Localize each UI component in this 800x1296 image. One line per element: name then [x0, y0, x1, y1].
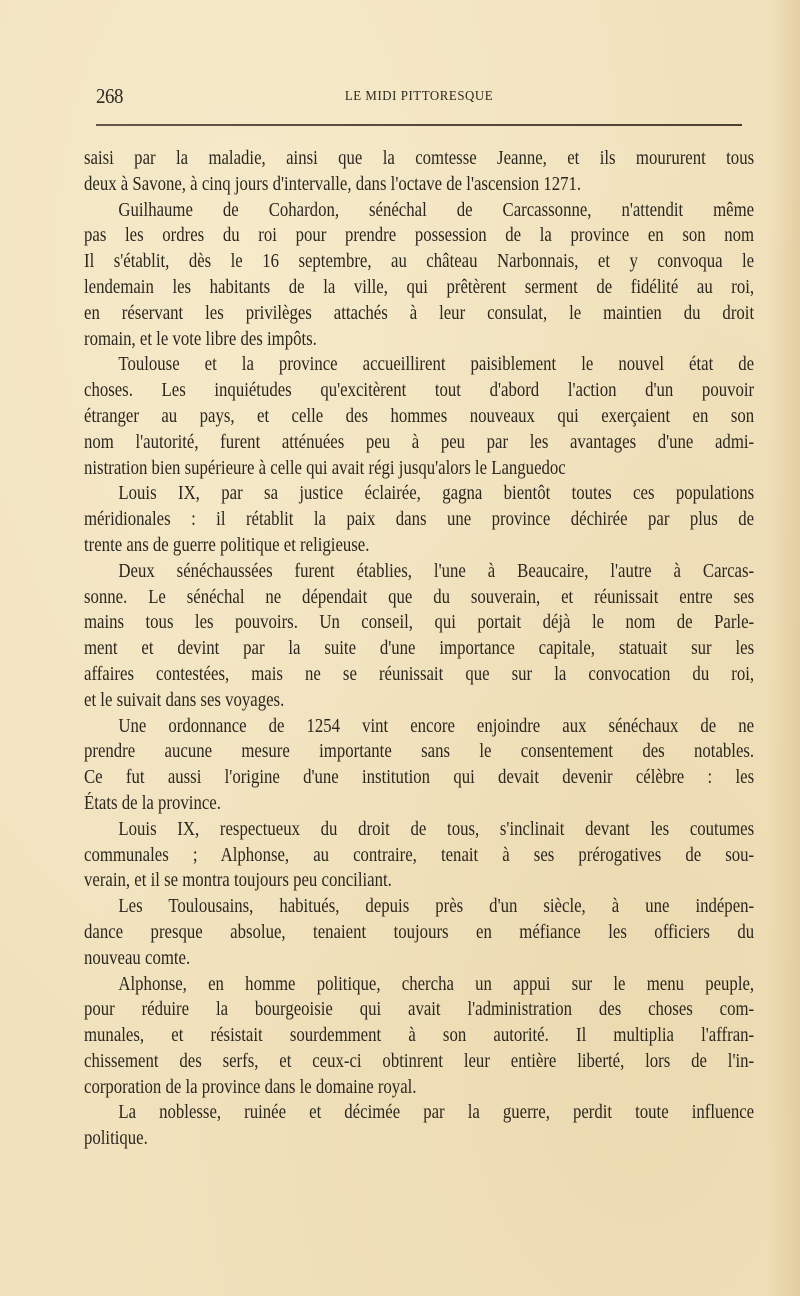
paragraph — [84, 146, 754, 198]
text-line: prendre aucune mesure importante sans le consentement des notables. — [84, 741, 755, 763]
text-line: pour réduire la bourgeoisie qui avait l'administration des choses com- — [84, 999, 755, 1021]
text-line: nom l'autorité, furent atténuées peu à peu par les avantages d'une admi- — [84, 431, 755, 453]
text-line: Les Toulousains, habitués, depuis près d'un siècle, à une indépen- — [118, 896, 755, 918]
text-line: Une ordonnance de 1254 vint encore enjoindre aux sénéchaux de ne — [118, 715, 755, 737]
text-line: saisi par la maladie, ainsi que la comtesse Jeanne, et ils moururent tous — [84, 148, 755, 169]
page-number: 268 — [96, 84, 123, 108]
text-line: lendemain les habitants de la ville, qui prêtèrent serment de fidélité au roi, — [84, 276, 755, 298]
text-line: choses. Les inquiétudes qu'excitèrent tout d'abord l'action d'un pouvoir — [84, 380, 755, 402]
paragraph — [84, 972, 754, 1101]
paragraph — [84, 481, 754, 558]
text-line: Louis IX, respectueux du droit de tous, s'inclinait devant les coutumes — [118, 818, 755, 840]
text-line: en réservant les privilèges attachés à leur consulat, le maintien du droit — [84, 302, 755, 324]
text-line: Toulouse et la province accueillirent paisiblement le nouvel état de — [118, 354, 755, 376]
text-line: verain, et il se montra toujours peu conciliant. — [84, 870, 392, 892]
text-line: politique. — [84, 1128, 148, 1150]
text-line: pas les ordres du roi pour prendre possession de la province en son nom — [84, 225, 755, 247]
text-line: États de la province. — [84, 792, 221, 814]
text-line: munales, et résistait sourdemment à son autorité. Il multiplia l'affran- — [84, 1025, 755, 1047]
page-header — [84, 84, 754, 112]
text-line: sonne. Le sénéchal ne dépendait que du souverain, et réunissait entre ses — [84, 586, 755, 608]
text-line: Alphonse, en homme politique, chercha un appui sur le menu peuple, — [118, 973, 755, 995]
text-line: communales ; Alphonse, au contraire, tenait à ses prérogatives de sou- — [84, 844, 755, 866]
text-line: Deux sénéchaussées furent établies, l'une à Beaucaire, l'autre à Carcas- — [118, 560, 755, 582]
text-line: ment et devint par la suite d'une importance capitale, statuait sur les — [84, 638, 755, 660]
paragraph — [84, 714, 754, 817]
text-line: trente ans de guerre politique et religieuse. — [84, 534, 370, 556]
text-line: mains tous les pouvoirs. Un conseil, qui portait déjà le nom de Parle- — [84, 612, 755, 634]
running-head: LE MIDI PITTORESQUE — [344, 89, 494, 104]
text-line: Ce fut aussi l'origine d'une institution qui devait devenir célèbre : les — [84, 767, 755, 789]
text-line: dance presque absolue, tenaient toujours en méfiance les officiers du — [84, 921, 755, 943]
paragraph — [84, 352, 754, 481]
text-line: Il s'établit, dès le 16 septembre, au château Narbonnais, et y convoqua le — [84, 251, 755, 273]
paragraph — [84, 1100, 754, 1152]
text-line: romain, et le vote libre des impôts. — [84, 328, 317, 350]
paragraph — [84, 817, 754, 894]
header-rule — [96, 124, 742, 126]
text-line: et le suivait dans ses voyages. — [84, 689, 285, 711]
text-line: Louis IX, par sa justice éclairée, gagna bientôt toutes ces populations — [118, 483, 755, 505]
paragraph — [84, 894, 754, 971]
text-line: nistration bien supérieure à celle qui avait régi jusqu'alors le Languedoc — [84, 457, 566, 479]
text-line: corporation de la province dans le domaine royal. — [84, 1076, 417, 1098]
text-line: deux à Savone, à cinq jours d'intervalle, dans l'octave de l'ascension 1271. — [84, 173, 582, 195]
text-line: La noblesse, ruinée et décimée par la guerre, perdit toute influence — [118, 1102, 755, 1124]
text-line: affaires contestées, mais ne se réunissait que sur la convocation du roi, — [84, 663, 755, 685]
paragraph — [84, 198, 754, 353]
text-line: nouveau comte. — [84, 947, 191, 969]
body-text — [84, 146, 754, 1152]
text-line: Guilhaume de Cohardon, sénéchal de Carcassonne, n'attendit même — [118, 199, 755, 221]
text-line: méridionales : il rétablit la paix dans une province déchirée par plus de — [84, 509, 755, 531]
text-line: étranger au pays, et celle des hommes nouveaux qui exerçaient en son — [84, 405, 755, 427]
text-line: chissement des serfs, et ceux-ci obtinrent leur entière liberté, lors de l'in- — [84, 1050, 755, 1072]
paragraph — [84, 559, 754, 714]
